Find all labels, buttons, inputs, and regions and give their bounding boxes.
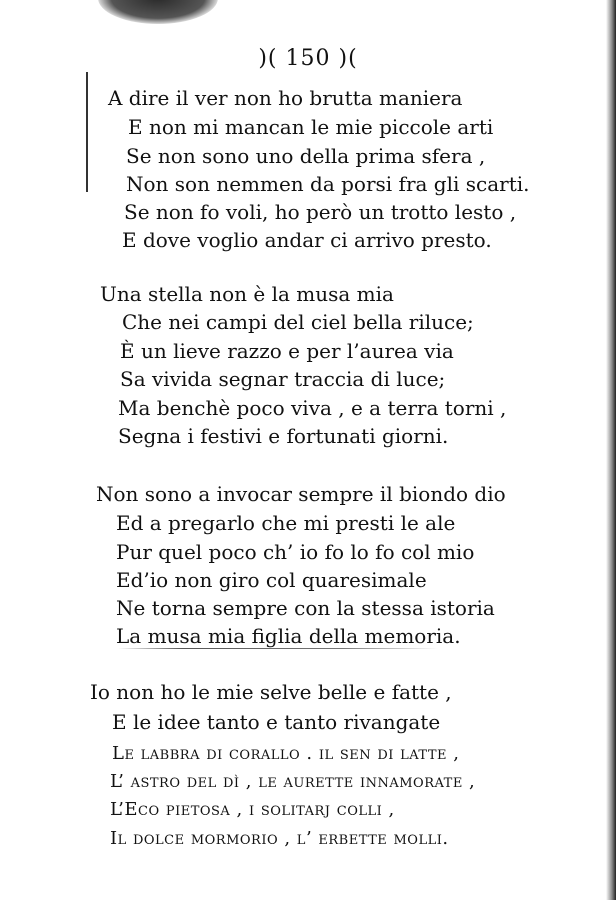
verse-line: L’ astro del dì , le aurette innamorate , (110, 771, 476, 792)
verse-line: È un lieve razzo e per l’aurea via (120, 339, 454, 363)
margin-mark (86, 72, 88, 192)
verse-line: Una stella non è la musa mia (100, 282, 394, 306)
verse-line: Se non sono uno della prima sfera , (126, 144, 486, 168)
verse-line: Che nei campi del ciel bella riluce; (122, 310, 474, 334)
verse-line: Le labbra di corallo . il sen di latte , (112, 743, 460, 764)
verse-line: Pur quel poco ch’ io fo lo fo col mio (116, 540, 475, 564)
verse-line: E dove voglio andar ci arrivo presto. (122, 228, 492, 252)
verse-line: A dire il ver non ho brutta maniera (108, 86, 463, 110)
verse-line: E non mi mancan le mie piccole arti (128, 115, 494, 139)
verse-line: Ma benchè poco viva , e a terra torni , (118, 396, 507, 420)
page-number: )( 150 )( (258, 46, 358, 71)
verse-line: Non son nemmen da porsi fra gli scarti. (126, 172, 530, 196)
verse-line: L’Eco pietosa , i solitarj colli , (110, 799, 395, 820)
verse-line: Ne torna sempre con la stessa istoria (116, 596, 495, 620)
verse-line: Non sono a invocar sempre il biondo dio (96, 482, 506, 506)
verse-line: Il dolce mormorio , l’ erbette molli. (110, 828, 449, 849)
verse-line: E le idee tanto e tanto rivangate (112, 710, 441, 734)
verse-line: Segna i festivi e fortunati giorni. (118, 424, 449, 448)
verse-line: Ed a pregarlo che mi presti le ale (116, 511, 456, 535)
ornamental-rule (118, 648, 438, 649)
page-corner-shadow (98, 0, 218, 24)
page-edge-shadow (606, 0, 616, 900)
verse-line: La musa mia figlia della memoria. (116, 624, 461, 648)
verse-line: Sa vivida segnar traccia di luce; (120, 367, 446, 391)
verse-line: Io non ho le mie selve belle e fatte , (90, 680, 452, 704)
verse-line: Se non fo voli, ho però un trotto lesto , (124, 200, 517, 224)
verse-line: Ed’io non giro col quaresimale (116, 568, 427, 592)
